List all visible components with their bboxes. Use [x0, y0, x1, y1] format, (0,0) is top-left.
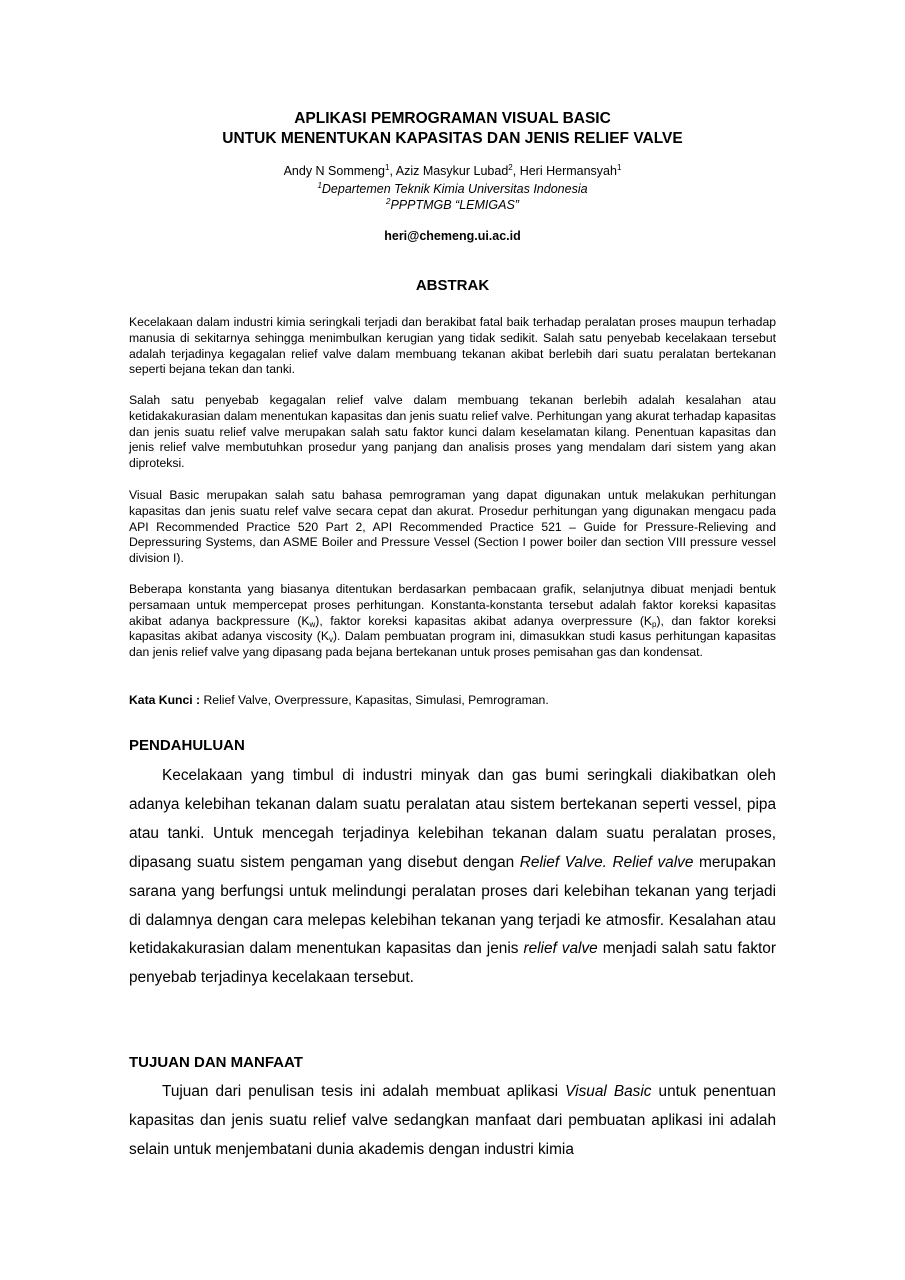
body-italic: Visual Basic	[565, 1083, 652, 1100]
paper-title-line-2: UNTUK MENENTUKAN KAPASITAS DAN JENIS RELIEF VALVE	[222, 130, 683, 147]
author-affiliation-mark: 2	[508, 163, 513, 172]
abstract-text: ), faktor koreksi kapasitas akibat adanya overpressure (K	[315, 613, 653, 628]
body-italic: Relief valve	[612, 853, 694, 871]
contact-email: heri@chemeng.ui.ac.id	[384, 229, 521, 243]
affiliation-text: Departemen Teknik Kimia Universitas Indonesia	[321, 182, 588, 196]
author-affiliation-mark: 1	[385, 163, 390, 172]
author-name: Andy N Sommeng	[283, 164, 386, 178]
section-body-pendahuluan	[129, 762, 776, 993]
abstract-paragraph-2: Salah satu penyebab kegagalan relief valve dalam membuang tekanan berlebih adalah kesalahan atau ketidakakurasian dalam menentukan kapasitas dan jenis suatu relief valve. Perhitungan yang akurat terhadap kapasitas dan jenis suatu relief valve merupakan salah satu faktor kunci dalam keselamatan kilang. Penentuan kapasitas dan jenis relief valve membutuhkan prosedur yang panjang dan analisis proses yang mendalam dari sistem yang akan diproteksi.	[129, 393, 776, 471]
subscript-p: p	[652, 619, 657, 629]
section-heading-tujuan: TUJUAN DAN MANFAAT	[129, 1054, 303, 1071]
body-text: menjadi salah satu faktor penyebab terjadinya kecelakaan tersebut.	[129, 940, 776, 987]
section-heading-pendahuluan: PENDAHULUAN	[129, 737, 245, 754]
keywords-label: Kata Kunci :	[129, 693, 201, 707]
body-text: untuk penentuan kapasitas dan jenis suatu relief valve sedangkan manfaat dari pembuatan aplikasi ini adalah selain untuk menjembatani dunia akademis dengan industri kimia	[129, 1083, 776, 1158]
affiliation-1	[0, 181, 905, 197]
body-italic: relief valve	[523, 940, 598, 958]
author-name: Aziz Masykur Lubad	[395, 164, 509, 178]
affiliation-mark: 2	[386, 197, 391, 206]
affiliation-2	[0, 197, 905, 213]
section-body-tujuan	[129, 1078, 776, 1165]
subscript-v: v	[328, 635, 333, 645]
author-affiliation-mark: 1	[616, 163, 622, 172]
author-list: Andy N Sommeng$^1$, Aziz Masykur Lubad$^2$, Heri Hermansyah$^1$	[283, 163, 622, 178]
abstract-paragraph-1: Kecelakaan dalam industri kimia seringkali terjadi dan berakibat fatal baik terhadap peralatan proses maupun terhadap manusia di sekitarnya sehingga menimbulkan kerugian yang tidak sedikit. Salah satu penyebab kecelakaan tersebut adalah terjadinya kegagalan relief valve dalam membuang tekanan akibat berlebih dari suatu peralatan bertekanan seperti bejana tekan dan tanki.	[129, 315, 776, 377]
abstract-text: ). Dalam pembuatan program ini, dimasukkan studi kasus perhitungan kapasitas dan jenis relief valve yang dipasang pada bejana bertekanan untuk proses pemisahan gas dan kondensat.	[129, 629, 776, 660]
affiliation-text: PPPTMGB “LEMIGAS”	[390, 198, 519, 212]
abstract-heading: ABSTRAK	[415, 277, 490, 294]
paper-title-line-1: APLIKASI PEMROGRAMAN VISUAL BASIC	[294, 110, 611, 127]
abstract-paragraph-3: Visual Basic merupakan salah satu bahasa pemrograman yang dapat digunakan untuk melakukan perhitungan kapasitas dan jenis suatu relef valve secara cepat dan akurat. Prosedur perhitungan yang digunakan mengacu pada API Recommended Practice 520 Part 2, API Recommended Practice 521 – Guide for Pressure-Relieving and Depressuring Systems, dan ASME Boiler and Pressure Vessel (Section I power boiler dan section VIII pressure vessel division I).	[129, 488, 776, 566]
abstract-text: Beberapa konstanta yang biasanya ditentukan berdasarkan pembacaan grafik, selanjutnya dibuat menjadi bentuk persamaan untuk mempercepat proses perhitungan. Konstanta-konstanta tersebut adalah faktor koreksi kapasitas akibat adanya backpressure (K	[129, 582, 776, 628]
keywords-list: Relief Valve, Overpressure, Kapasitas, Simulasi, Pemrograman.	[200, 693, 549, 707]
subscript-w: w	[309, 619, 316, 629]
body-text: merupakan sarana yang berfungsi untuk melindungi peralatan proses dari kelebihan tekanan yang terjadi di dalamnya dengan cara melepas kelebihan tekanan yang terjadi ke atmosfir. Kesalahan atau ketidakakurasian dalam menentukan kapasitas dan jenis	[129, 853, 776, 958]
body-text: Tujuan dari penulisan tesis ini adalah membuat aplikasi	[162, 1083, 566, 1100]
affiliation-mark: 1	[317, 181, 322, 190]
body-text: Kecelakaan yang timbul di industri minyak dan gas bumi seringkali diakibatkan oleh adanya kelebihan tekanan dalam suatu peralatan atau sistem bertekanan seperti vessel, pipa atau tanki. Untuk mencegah terjadinya kelebihan tekanan dalam suatu peralatan proses, dipasang suatu sistem pengaman yang disebut dengan	[129, 767, 776, 871]
abstract-text: ), dan faktor koreksi kapasitas akibat adanya viscosity (K	[129, 613, 776, 644]
author-name: Heri Hermansyah	[519, 164, 617, 178]
abstract-paragraph-4	[129, 582, 776, 661]
keywords	[129, 692, 776, 708]
body-italic: Relief Valve.	[519, 853, 607, 871]
